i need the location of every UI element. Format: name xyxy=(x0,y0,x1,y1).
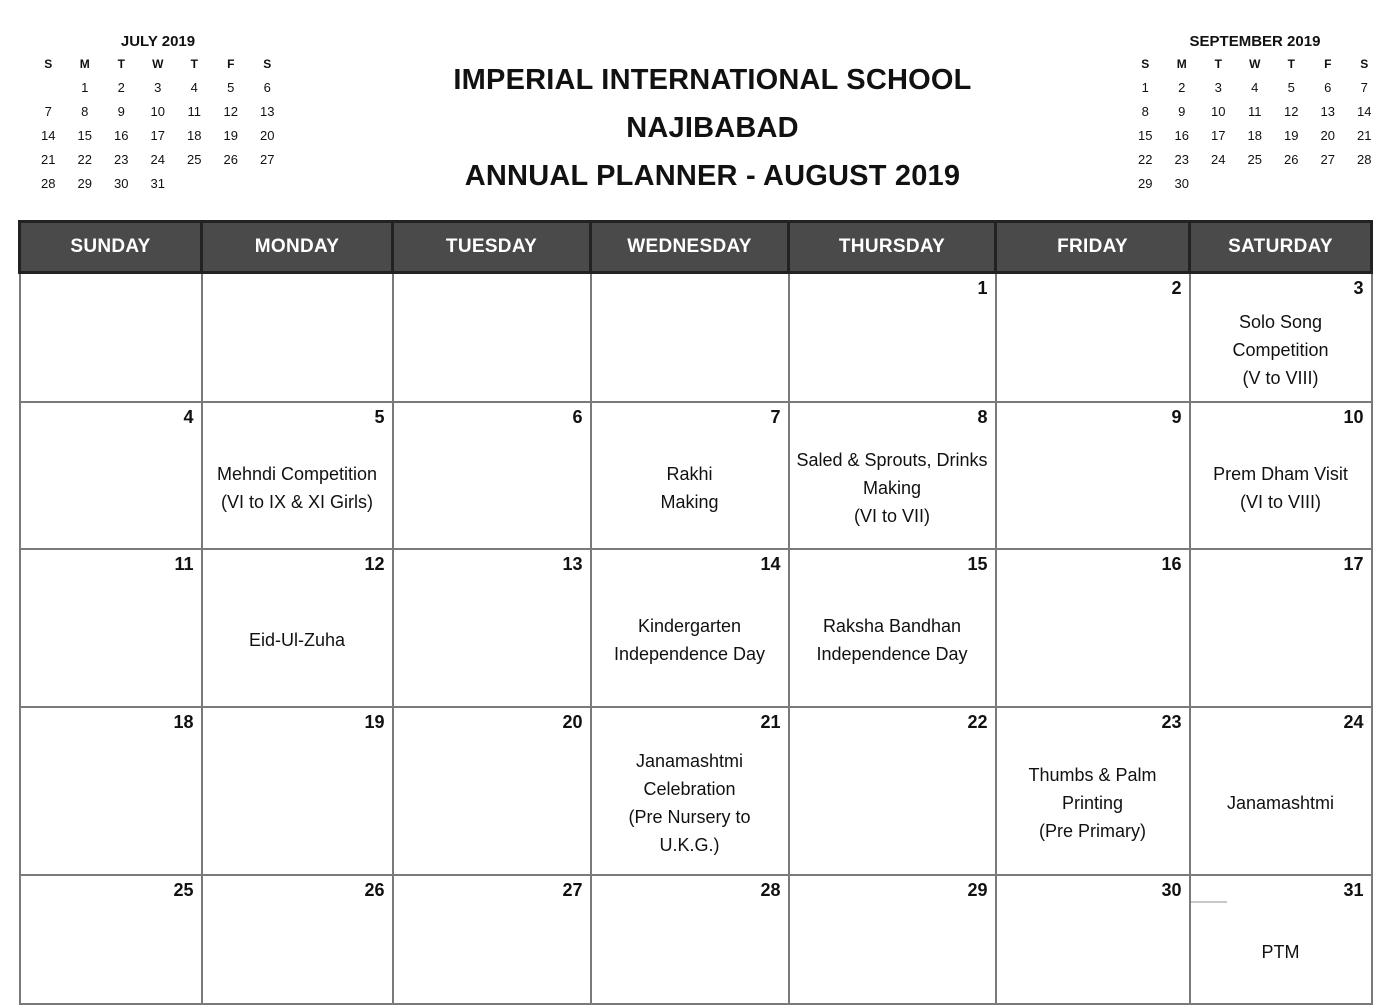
day-event: Janamashtmi xyxy=(1226,793,1335,813)
day-event: Thumbs & Palm Printing (Pre Primary) xyxy=(1028,765,1157,841)
mini-day: 28 xyxy=(1357,152,1372,167)
day-event xyxy=(790,876,995,1003)
school-location: NAJIBABAD xyxy=(626,112,799,144)
mini-day: 25 xyxy=(1247,152,1262,167)
mini-weekday-label: W xyxy=(152,57,164,71)
day-event xyxy=(997,403,1189,548)
day-cell xyxy=(393,273,591,403)
day-cell xyxy=(789,875,996,1004)
mini-calendar-september xyxy=(1127,32,1383,196)
day-cell xyxy=(202,875,393,1004)
day-cell xyxy=(996,549,1190,707)
mini-calendar-grid xyxy=(30,52,286,196)
day-event xyxy=(394,550,590,706)
mini-day: 16 xyxy=(114,128,129,143)
day-number: 28 xyxy=(760,880,781,900)
planner-title: ANNUAL PLANNER - AUGUST 2019 xyxy=(464,160,961,192)
day-number: 23 xyxy=(1161,712,1182,732)
mini-day: 23 xyxy=(114,152,129,167)
mini-day: 4 xyxy=(190,80,198,95)
mini-day: 2 xyxy=(117,80,125,95)
mini-day: 7 xyxy=(1360,80,1368,95)
mini-day: 21 xyxy=(41,152,56,167)
day-cell xyxy=(996,273,1190,403)
mini-weekday-label: F xyxy=(1324,57,1332,71)
day-number: 10 xyxy=(1343,407,1364,427)
day-cell xyxy=(789,402,996,549)
day-cell xyxy=(20,549,202,707)
day-cell xyxy=(789,549,996,707)
day-cell xyxy=(1190,549,1372,707)
day-cell xyxy=(20,273,202,403)
day-cell xyxy=(591,402,789,549)
mini-day: 1 xyxy=(81,80,89,95)
day-cell xyxy=(202,273,393,403)
weekday-header: THURSDAY xyxy=(789,222,996,273)
day-cell xyxy=(996,707,1190,875)
weekday-header: WEDNESDAY xyxy=(591,222,789,273)
day-number: 27 xyxy=(562,880,583,900)
day-event xyxy=(790,274,995,401)
day-number: 14 xyxy=(760,554,781,574)
mini-day: 24 xyxy=(1211,152,1226,167)
day-number: 17 xyxy=(1343,554,1364,574)
mini-day: 6 xyxy=(263,80,271,95)
day-number: 26 xyxy=(364,880,385,900)
mini-day: 12 xyxy=(1284,104,1299,119)
mini-day xyxy=(1310,172,1347,196)
mini-day: 14 xyxy=(41,128,56,143)
week-row xyxy=(20,402,1372,549)
mini-day: 20 xyxy=(1320,128,1335,143)
day-cell xyxy=(393,707,591,875)
mini-day: 23 xyxy=(1174,152,1189,167)
mini-day: 26 xyxy=(1284,152,1299,167)
mini-day: 30 xyxy=(114,176,129,191)
day-event xyxy=(394,876,590,1003)
day-cell xyxy=(1190,707,1372,875)
day-event: Janamashtmi Celebration (Pre Nursery to U.K.G.) xyxy=(628,751,751,855)
day-event: Mehndi Competition (VI to IX & XI Girls) xyxy=(216,463,378,512)
mini-calendar-title: JULY 2019 xyxy=(120,33,196,50)
mini-weekday-label: T xyxy=(190,57,198,71)
day-event xyxy=(394,403,590,548)
mini-weekday-label: S xyxy=(1141,57,1150,71)
day-cell xyxy=(996,402,1190,549)
day-cell xyxy=(1190,273,1372,403)
mini-day: 2 xyxy=(1178,80,1186,95)
mini-day: 11 xyxy=(1248,104,1262,119)
day-event xyxy=(997,550,1189,706)
week-row xyxy=(20,273,1372,403)
day-number: 5 xyxy=(374,407,385,427)
day-event: PTM xyxy=(1261,941,1300,962)
day-number: 29 xyxy=(967,880,988,900)
mini-day xyxy=(1346,172,1383,196)
mini-day: 5 xyxy=(1287,80,1295,95)
day-number: 12 xyxy=(364,554,385,574)
mini-day: 3 xyxy=(1214,80,1222,95)
mini-day xyxy=(249,172,286,196)
day-cell xyxy=(202,549,393,707)
mini-day: 19 xyxy=(1284,128,1299,143)
mini-day: 1 xyxy=(1141,80,1149,95)
mini-day: 27 xyxy=(260,152,275,167)
day-number: 1 xyxy=(977,278,988,298)
day-cell xyxy=(202,707,393,875)
mini-weekday-label: S xyxy=(263,57,272,71)
mini-day: 10 xyxy=(150,104,165,119)
day-cell xyxy=(393,402,591,549)
mini-day: 6 xyxy=(1324,80,1332,95)
mini-day: 18 xyxy=(187,128,202,143)
week-row xyxy=(20,875,1372,1004)
weekday-header: SATURDAY xyxy=(1190,222,1372,273)
mini-day xyxy=(1200,172,1237,196)
mini-day: 13 xyxy=(260,104,275,119)
mini-calendar-july xyxy=(30,32,286,196)
day-event xyxy=(21,708,201,874)
day-number: 22 xyxy=(967,712,988,732)
calendar-body xyxy=(20,273,1372,1005)
mini-day: 12 xyxy=(223,104,238,119)
day-event xyxy=(21,876,201,1003)
day-number: 24 xyxy=(1343,712,1364,732)
mini-day: 31 xyxy=(150,176,165,191)
day-number: 13 xyxy=(562,554,583,574)
mini-weekday-label: M xyxy=(1176,57,1187,71)
school-name: IMPERIAL INTERNATIONAL SCHOOL xyxy=(453,64,972,96)
mini-calendar-grid xyxy=(1127,52,1383,196)
mini-day: 25 xyxy=(187,152,202,167)
mini-day: 15 xyxy=(1138,128,1153,143)
day-cell xyxy=(1190,875,1372,1004)
header-titles xyxy=(420,56,1005,200)
mini-day: 22 xyxy=(1138,152,1153,167)
day-cell xyxy=(202,402,393,549)
day-event xyxy=(592,274,788,401)
mini-weekday-label: W xyxy=(1249,57,1261,71)
mini-weekday-label: M xyxy=(79,57,90,71)
mini-day: 17 xyxy=(1211,128,1226,143)
day-number: 2 xyxy=(1171,278,1182,298)
day-number: 25 xyxy=(173,880,194,900)
mini-day: 13 xyxy=(1320,104,1335,119)
mini-day: 19 xyxy=(223,128,238,143)
day-event xyxy=(997,274,1189,401)
day-cell xyxy=(20,402,202,549)
day-number: 11 xyxy=(174,554,194,574)
mini-day: 14 xyxy=(1357,104,1372,119)
mini-day: 15 xyxy=(77,128,92,143)
day-cell xyxy=(789,707,996,875)
mini-day: 17 xyxy=(150,128,165,143)
mini-day: 10 xyxy=(1211,104,1226,119)
day-number: 4 xyxy=(183,407,194,427)
mini-day xyxy=(213,172,250,196)
weekday-header: MONDAY xyxy=(202,222,393,273)
day-event: Saled & Sprouts, Drinks Making (VI to VII) xyxy=(796,449,988,526)
day-event: Raksha Bandhan Independence Day xyxy=(816,616,968,664)
day-event: Kindergarten Independence Day xyxy=(613,616,766,664)
mini-day: 16 xyxy=(1174,128,1189,143)
mini-day xyxy=(1273,172,1310,196)
day-number: 18 xyxy=(173,712,194,732)
mini-day: 8 xyxy=(81,104,89,119)
mini-day: 26 xyxy=(223,152,238,167)
day-number: 31 xyxy=(1343,880,1364,900)
day-event xyxy=(21,274,201,401)
day-cell xyxy=(393,875,591,1004)
mini-weekday-label: S xyxy=(1360,57,1369,71)
day-event: Solo Song Competition (V to VIII) xyxy=(1232,311,1329,388)
weekday-header: FRIDAY xyxy=(996,222,1190,273)
day-event xyxy=(203,876,392,1003)
mini-day: 3 xyxy=(154,80,162,95)
mini-day: 11 xyxy=(187,104,201,119)
mini-day: 24 xyxy=(150,152,165,167)
day-cell xyxy=(591,273,789,403)
divider-mark xyxy=(1191,901,1227,903)
day-cell xyxy=(591,549,789,707)
mini-day: 21 xyxy=(1357,128,1372,143)
day-number: 19 xyxy=(364,712,385,732)
day-cell xyxy=(591,707,789,875)
day-number: 30 xyxy=(1161,880,1182,900)
day-event xyxy=(790,708,995,874)
mini-day: 20 xyxy=(260,128,275,143)
mini-day: 5 xyxy=(227,80,235,95)
week-row xyxy=(20,707,1372,875)
week-row xyxy=(20,549,1372,707)
mini-day xyxy=(30,76,67,100)
day-cell xyxy=(1190,402,1372,549)
day-number: 21 xyxy=(760,712,781,732)
day-number: 8 xyxy=(977,407,988,427)
mini-day: 7 xyxy=(44,104,52,119)
mini-weekday-label: F xyxy=(227,57,235,71)
mini-day: 29 xyxy=(1138,176,1153,191)
day-event: Eid-Ul-Zuha xyxy=(248,630,346,650)
month-calendar xyxy=(18,220,1370,991)
day-event xyxy=(997,876,1189,1003)
mini-day xyxy=(1237,172,1274,196)
mini-day: 9 xyxy=(1178,104,1186,119)
weekday-header: SUNDAY xyxy=(20,222,202,273)
day-cell xyxy=(393,549,591,707)
mini-day: 22 xyxy=(77,152,92,167)
day-cell xyxy=(996,875,1190,1004)
day-number: 20 xyxy=(562,712,583,732)
mini-weekday-label: T xyxy=(117,57,125,71)
day-number: 16 xyxy=(1161,554,1182,574)
day-event xyxy=(21,550,201,706)
day-event xyxy=(203,708,392,874)
mini-day: 30 xyxy=(1174,176,1189,191)
mini-weekday-label: T xyxy=(1214,57,1222,71)
mini-day: 18 xyxy=(1247,128,1262,143)
mini-day: 27 xyxy=(1320,152,1335,167)
mini-calendar-title: SEPTEMBER 2019 xyxy=(1189,33,1321,50)
mini-weekday-label: S xyxy=(44,57,53,71)
day-number: 7 xyxy=(770,407,781,427)
day-cell xyxy=(591,875,789,1004)
calendar-table xyxy=(18,220,1373,1005)
mini-day xyxy=(176,172,213,196)
weekday-header-row xyxy=(20,222,1372,273)
day-event xyxy=(592,876,788,1003)
day-cell xyxy=(20,875,202,1004)
day-number: 9 xyxy=(1171,407,1182,427)
day-number: 6 xyxy=(572,407,583,427)
mini-day: 4 xyxy=(1251,80,1259,95)
day-cell xyxy=(20,707,202,875)
day-number: 3 xyxy=(1353,278,1364,298)
mini-day: 8 xyxy=(1141,104,1149,119)
day-number: 15 xyxy=(967,554,988,574)
day-event xyxy=(1191,550,1371,706)
mini-day: 9 xyxy=(117,104,125,119)
day-event xyxy=(203,274,392,401)
weekday-header: TUESDAY xyxy=(393,222,591,273)
mini-day: 28 xyxy=(41,176,56,191)
day-cell xyxy=(789,273,996,403)
day-event: Rakhi Making xyxy=(660,463,719,512)
day-event xyxy=(394,274,590,401)
mini-day: 29 xyxy=(77,176,92,191)
day-event xyxy=(21,403,201,548)
day-event xyxy=(394,708,590,874)
day-event: Prem Dham Visit (VI to VIII) xyxy=(1213,463,1348,512)
mini-weekday-label: T xyxy=(1287,57,1295,71)
